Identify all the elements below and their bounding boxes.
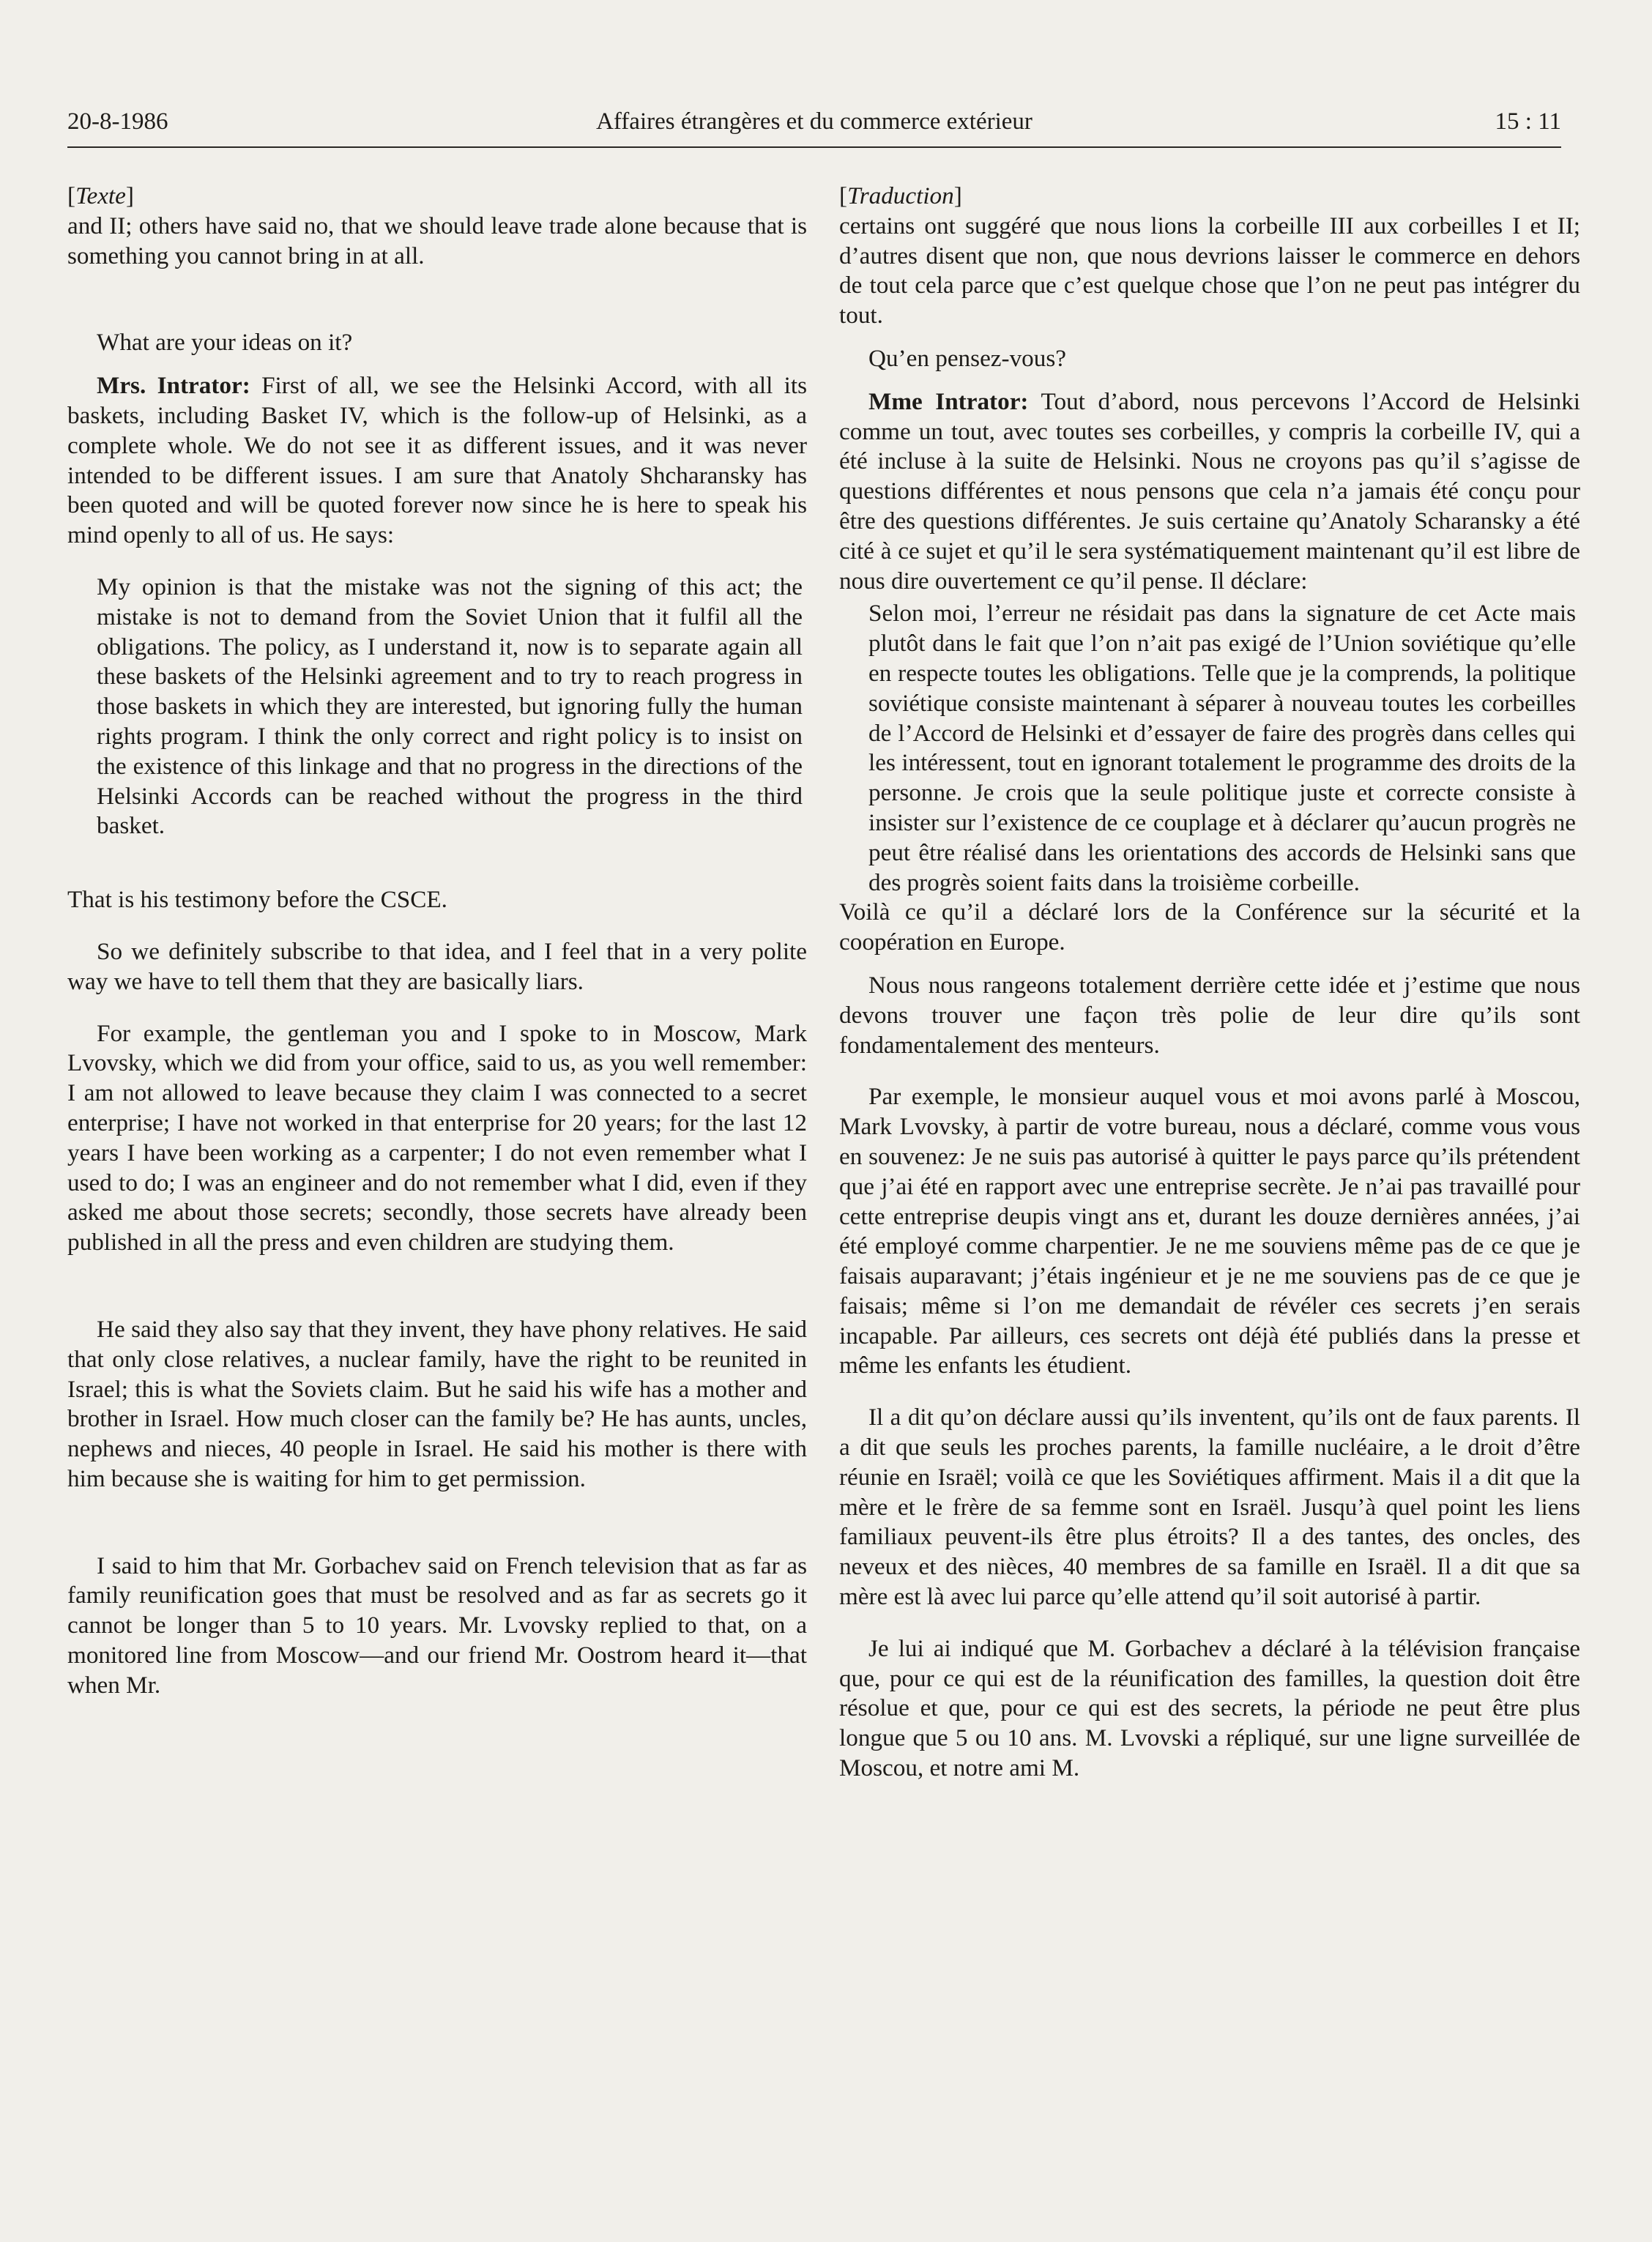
paragraph: Qu’en pensez-vous? [868,344,1067,372]
speaker-paragraph [839,387,1580,597]
header-page-number: 15 : 11 [1495,108,1561,135]
speaker-text: Tout d’abord, nous percevons l’Accord de Helsinki comme un tout, avec toutes ses corbeilles, y compris la corbeille IV, qui a été incluse à la suite de Helsinki. Nous ne croyons pas qu’il s’agisse de questions différentes et nous pensons que cela n’a jamais été conçu pour être des questions différentes. Je suis certaine qu’Anatoly Scharansky a été cité à ce sujet et qu’il le sera systématiquement maintenant qu’il est libre de nous dire ouvertement ce qu’il pense. Il déclare: [839,387,1580,595]
right-column [839,182,1580,1784]
paragraph: Par exemple, le monsieur auquel vous et moi avons parlé à Moscou, Mark Lvovsky, à partir de votre bureau, nous a déclaré, comme vous vous en souvenez: Je ne suis pas autorisé à quitter le pays parce qu’ils prétendent que j’ai été en rapport avec une entreprise secrète. Je n’ai pas travaillé pour cette entreprise deupis vingt ans et, durant les douze dernières années, j’ai été employé comme charpentier. Je ne me souviens même pas de ce que je faisais auparavant; j’étais ingénieur et je ne me souviens pas de ce que je faisais; même si l’on me demandait de révéler ces secrets j’en serais incapable. Par ailleurs, ces secrets ont déjà été publiés dans la presse et même les enfants les étudient. [839,1083,1580,1379]
header-date: 20-8-1986 [67,108,168,135]
paragraph: certains ont suggéré que nous lions la corbeille III aux corbeilles I et II; d’autres disent que non, que nous devrions laisser le commerce en dehors de tout cela parce que c’est quelque chose que l’on ne peut pas intégrer du tout. [839,212,1580,329]
paragraph: and II; others have said no, that we should leave trade alone because that is something you cannot bring in at all. [67,212,807,269]
paragraph: He said they also say that they invent, they have phony relatives. He said that only close relatives, a nuclear family, have the right to be reunited in Israel; this is what the Soviets claim. But he said his wife has a mother and brother in Israel. How much closer can the family be? He has aunts, uncles, nephews and nieces, 40 people in Israel. He said his mother is there with him because she is waiting for him to get permission. [67,1315,807,1492]
paragraph: What are your ideas on it? [97,329,353,357]
column-label: [Traduction] [839,182,962,209]
speaker-text: First of all, we see the Helsinki Accord, with all its baskets, including Basket IV, which is the follow-up of Helsinki, as a complete whole. We do not see it as different issues, and it was never intended to be different issues. I am sure that Anatoly Shcharansky has been quoted and will be quoted forever now since he is here to speak his mind openly to all of us. He says: [67,372,807,549]
header-rule [67,146,1561,148]
paragraph: For example, the gentleman you and I spoke to in Moscow, Mark Lvovsky, which we did from your office, said to us, as you well remember: I am not allowed to leave because they claim I was connected to a secret enterprise; I have not worked in that enterprise for 20 years; for the last 12 years I have been working as a carpenter; I do not even remember what I used to do; I was an engineer and do not remember what I did, even if they asked me about those secrets; secondly, those secrets have already been published in all the press and even children are studying them. [67,1019,807,1256]
paragraph: Nous nous rangeons totalement derrière cette idée et j’estime que nous devons trouver une façon très polie de leur dire qu’ils sont fondamentalement des menteurs. [839,971,1580,1059]
speaker-paragraph [67,371,807,551]
running-header [67,108,1561,149]
header-title: Affaires étrangères et du commerce extérieur [596,108,1032,135]
paragraph: Il a dit qu’on déclare aussi qu’ils inventent, qu’ils ont de faux parents. Il a dit que seuls les proches parents, la famille nucléaire, a le droit d’être réunie en Israël; voilà ce que les Soviétiques affirment. Mais il a dit que la mère et le frère de sa femme sont en Israël. Jusqu’à quel point les liens familiaux peuvent-ils être plus étroits? Il a des tantes, des oncles, des neveux et des nièces, 40 membres de sa famille en Israël. Il a dit que sa mère est là avec lui parce qu’elle attend qu’il soit autorisé à partir. [839,1404,1580,1611]
column-label: [Texte] [67,182,134,209]
paragraph: That is his testimony before the CSCE. [67,886,447,914]
block-quote: My opinion is that the mistake was not the signing of this act; the mistake is not to demand from the Soviet Union that it fulfil all the obligations. The policy, as I understand it, now is to separate again all these baskets of the Helsinki agreement and to try to reach progress in those baskets in which they are interested, but ignoring fully the human rights program. I think the only correct and right policy is to insist on the existence of this linkage and that no progress in the directions of the Helsinki Accords can be reached without the progress in the third basket. [97,573,803,840]
paragraph: Voilà ce qu’il a déclaré lors de la Conférence sur la sécurité et la coopération en Europe. [839,898,1580,956]
paragraph: So we definitely subscribe to that idea, and I feel that in a very polite way we have to tell them that they are basically liars. [67,937,807,995]
speaker-name: Mrs. Intrator: [97,372,250,400]
paragraph: I said to him that Mr. Gorbachev said on French television that as far as family reunification goes that must be resolved and as far as secrets go it cannot be longer than 5 to 10 years. Mr. Lvovsky replied to that, on a monitored line from Moscow—and our friend Mr. Oostrom heard it—that when Mr. [67,1552,807,1699]
left-column [67,182,807,1701]
speaker-name: Mme Intrator: [868,387,1029,415]
paragraph: Je lui ai indiqué que M. Gorbachev a déclaré à la télévision française que, pour ce qui est de la réunification des familles, la question doit être résolue et que, pour ce qui est des secrets, la période ne peut être plus longue que 5 ou 10 ans. M. Lvovski a répliqué, sur une ligne surveillée de Moscou, et notre ami M. [839,1634,1580,1782]
block-quote: Selon moi, l’erreur ne résidait pas dans la signature de cet Acte mais plutôt dans le fait que l’on n’ait pas exigé de l’Union soviétique qu’elle en respecte toutes les obligations. Telle que je la comprends, la politique soviétique consiste maintenant à séparer à nouveau toutes les corbeilles de l’Accord de Helsinki et d’essayer de faire des progrès dans celles qui les intéressent, tout en ignorant totalement le programme des droits de la personne. Je crois que la seule politique juste et correcte consiste à insister sur l’existence de ce couplage et à déclarer qu’aucun progrès ne peut être réalisé dans les orientations des accords de Helsinki sans que des progrès soient faits dans la troisième corbeille. [868,600,1576,896]
